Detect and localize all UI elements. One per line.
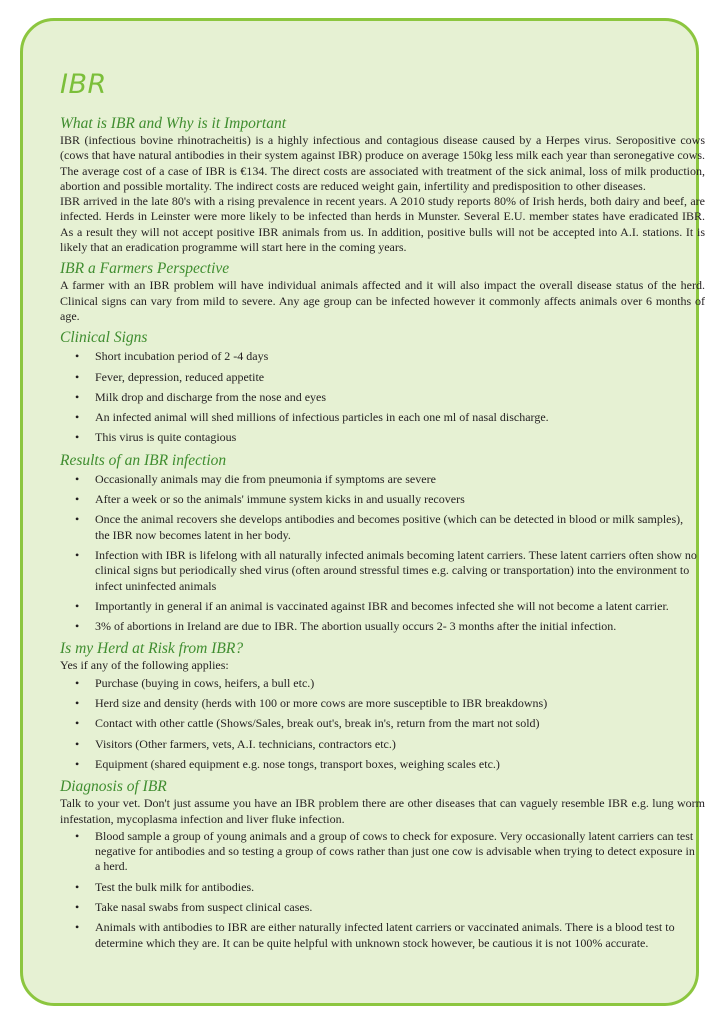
section-heading: Results of an IBR infection	[60, 451, 227, 469]
page-title: IBR	[60, 69, 107, 100]
section-heading: Diagnosis of IBR	[60, 778, 167, 796]
section-farmers-perspective	[60, 259, 705, 324]
section-clinical-signs	[60, 328, 705, 445]
list-item: • Importantly in general if an animal is vaccinated against IBR and becomes infected she will not become a latent carrier.	[95, 599, 705, 614]
section-heading: Is my Herd at Risk from IBR?	[60, 640, 244, 658]
paragraph: IBR arrived in the late 80's with a rising prevalence in recent years. A 2010 study reports 80% of Irish herds, both dairy and beef, are infected. Herds in Leinster were more likely to be infected than herds in Munster. Several E.U. member states have eradicated IBR. As a result they will not accept positive IBR animals from us. In addition, positive bulls will not be accepted into A.I. stations. It is likely that an eradication programme will start here in the coming years.	[60, 194, 705, 255]
bullet-list	[60, 349, 705, 445]
paragraph: Talk to your vet. Don't just assume you have an IBR problem there are other diseases that can vaguely resemble IBR e.g. lung worm infestation, mycoplasma infection and liver fluke infection.	[60, 796, 705, 826]
list-item: • Short incubation period of 2 -4 days	[95, 349, 705, 364]
document-body	[60, 70, 705, 956]
section-results	[60, 451, 705, 635]
section-herd-risk	[60, 639, 705, 772]
list-item: • Take nasal swabs from suspect clinical cases.	[95, 900, 705, 915]
list-item: • 3% of abortions in Ireland are due to IBR. The abortion usually occurs 2- 3 months after the initial infection.	[95, 619, 705, 634]
list-item: • Infection with IBR is lifelong with all naturally infected animals becoming latent carriers. These latent carriers often show no clinical signs but periodically shed virus (often around stressful times e.g. calving or transportation) into the environment to infect uninfected animals	[95, 548, 705, 594]
section-heading: IBR a Farmers Perspective	[60, 260, 230, 278]
bullet-list	[60, 829, 705, 951]
list-item: • Fever, depression, reduced appetite	[95, 370, 705, 385]
list-item: • Purchase (buying in cows, heifers, a bull etc.)	[95, 676, 705, 691]
list-item: • After a week or so the animals' immune system kicks in and usually recovers	[95, 492, 705, 507]
section-heading: Clinical Signs	[60, 329, 148, 347]
list-item: • Animals with antibodies to IBR are either naturally infected latent carriers or vaccinated animals. There is a blood test to determine which they are. It can be quite helpful with unknown stock however, be cautious it is not 100% accurate.	[95, 920, 705, 951]
list-item: • Occasionally animals may die from pneumonia if symptoms are severe	[95, 472, 705, 487]
list-item: • Once the animal recovers she develops antibodies and becomes positive (which can be detected in blood or milk samples), the IBR now becomes latent in her body.	[95, 512, 705, 543]
paragraph: A farmer with an IBR problem will have individual animals affected and it will also impact the overall disease status of the herd. Clinical signs can vary from mild to severe. Any age group can be infected however it commonly affects animals over 6 months of age.	[60, 278, 705, 323]
section-heading: What is IBR and Why is it Important	[60, 115, 287, 132]
list-item: • Equipment (shared equipment e.g. nose tongs, transport boxes, weighing scales etc.)	[95, 757, 705, 772]
section-diagnosis	[60, 777, 705, 951]
list-item: • This virus is quite contagious	[95, 430, 705, 445]
list-item: • Milk drop and discharge from the nose and eyes	[95, 390, 705, 405]
paragraph: IBR (infectious bovine rhinotracheitis) is a highly infectious and contagious disease caused by a Herpes virus. Seropositive cows (cows that have natural antibodies in their system against IBR) produce on average 150kg less milk each year than seronegative cows. The average cost of a case of IBR is €134. The direct costs are associated with treatment of the sick animal, loss of milk production, abortion and possible mortality. The indirect costs are reduced weight gain, infertility and predisposition to other diseases.	[60, 133, 705, 193]
bullet-list	[60, 472, 705, 635]
bullet-list	[60, 676, 705, 772]
list-item: • Herd size and density (herds with 100 or more cows are more susceptible to IBR breakdowns)	[95, 696, 705, 711]
paragraph: Yes if any of the following applies:	[60, 658, 229, 673]
list-item: • Contact with other cattle (Shows/Sales, break out's, break in's, return from the mart not sold)	[95, 716, 705, 731]
list-item: • Blood sample a group of young animals and a group of cows to check for exposure. Very occasionally latent carriers can test negative for antibodies and so testing a group of cows rather than just one cow is advisable when trying to detect exposure in a herd.	[95, 829, 705, 875]
list-item: • Visitors (Other farmers, vets, A.I. technicians, contractors etc.)	[95, 737, 705, 752]
section-what-is-ibr	[60, 114, 705, 255]
list-item: • An infected animal will shed millions of infectious particles in each one ml of nasal discharge.	[95, 410, 705, 425]
list-item: • Test the bulk milk for antibodies.	[95, 880, 705, 895]
